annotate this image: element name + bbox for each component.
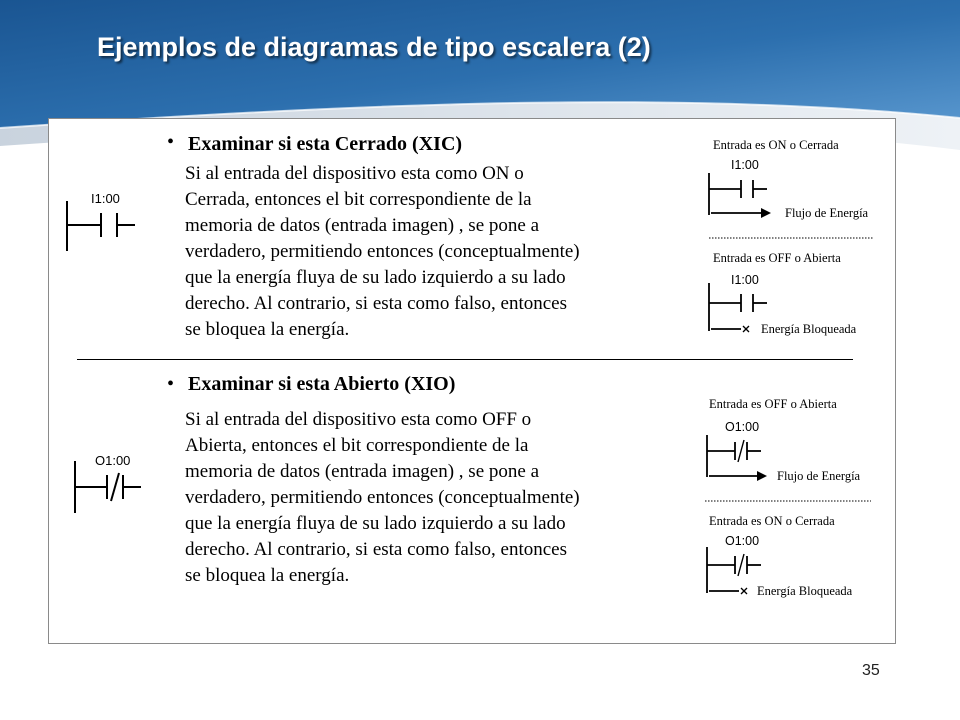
- case-caption: Entrada es OFF o Abierta: [713, 251, 841, 265]
- xic-contact-symbol: [67, 201, 135, 251]
- section-xic: [49, 119, 897, 357]
- flow-label: Flujo de Energía: [777, 469, 861, 483]
- xio-contact-symbol: [75, 461, 141, 513]
- body-line: verdadero, permitiendo entonces (conceptualmente): [185, 241, 580, 262]
- body-line: Si al entrada del dispositivo esta como OFF o: [185, 409, 532, 430]
- body-line: se bloquea la energía.: [185, 319, 350, 340]
- body-line: Abierta, entonces el bit correspondiente de la: [185, 435, 529, 456]
- slide-title: Ejemplos de diagramas de tipo escalera (2): [97, 32, 651, 62]
- body-line: verdadero, permitiendo entonces (conceptualmente): [185, 487, 580, 508]
- closed-contact-icon: [709, 173, 767, 215]
- page-number: 35: [862, 662, 880, 679]
- flow-arrow-icon: [761, 208, 771, 218]
- body-line: que la energía fluya de su lado izquierdo a su lado: [185, 267, 566, 288]
- contact-label: O1:00: [725, 420, 760, 434]
- body-line: se bloquea la energía.: [185, 565, 350, 586]
- case-caption: Entrada es ON o Cerrada: [713, 138, 839, 152]
- body-line: memoria de datos (entrada imagen) , se pone a: [185, 215, 539, 236]
- contact-label: I1:00: [731, 273, 759, 287]
- case-caption: Entrada es OFF o Abierta: [709, 397, 837, 411]
- blocked-label: Energía Bloqueada: [761, 322, 857, 336]
- contact-label: O1:00: [725, 534, 760, 548]
- symbol-label: I1:00: [91, 191, 120, 206]
- bullet-marker: •: [167, 373, 175, 395]
- open-contact-icon: [709, 283, 767, 332]
- body-line: memoria de datos (entrada imagen) , se pone a: [185, 461, 539, 482]
- xic-diagrams: [49, 119, 897, 357]
- xio-closed-path-icon: [707, 435, 761, 477]
- xio-open-path-icon: [707, 547, 761, 594]
- section-heading-xio: Examinar si esta Abierto (XIO): [188, 373, 456, 395]
- case-caption: Entrada es ON o Cerrada: [709, 514, 835, 528]
- body-line: derecho. Al contrario, si esta como falso, entonces: [185, 293, 567, 314]
- symbol-label: O1:00: [95, 453, 131, 468]
- xio-diagrams: [49, 359, 897, 645]
- body-line: que la energía fluya de su lado izquierdo a su lado: [185, 513, 566, 534]
- body-line: Si al entrada del dispositivo esta como ON o: [185, 163, 524, 184]
- flow-arrow-icon: [757, 471, 767, 481]
- body-line: Cerrada, entonces el bit correspondiente de la: [185, 189, 532, 210]
- content-frame: [48, 118, 896, 644]
- blocked-label: Energía Bloqueada: [757, 584, 853, 598]
- contact-label: I1:00: [731, 158, 759, 172]
- body-line: derecho. Al contrario, si esta como falso, entonces: [185, 539, 567, 560]
- bullet-marker: •: [167, 131, 175, 153]
- section-xio: [49, 359, 897, 645]
- section-heading-xic: Examinar si esta Cerrado (XIC): [188, 133, 463, 155]
- flow-label: Flujo de Energía: [785, 206, 869, 220]
